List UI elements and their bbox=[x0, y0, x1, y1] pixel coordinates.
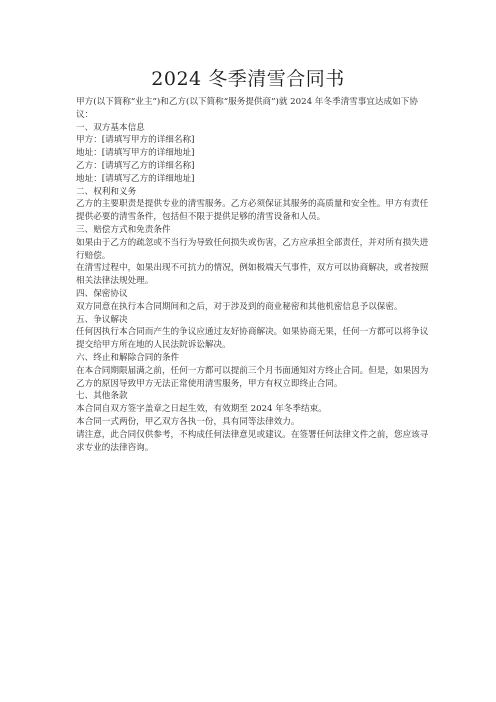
party-a-address-line: 地址：[请填写甲方的详细地址] bbox=[76, 148, 195, 159]
rights-paragraph: 乙方的主要职责是提供专业的清雪服务。乙方必须保证其服务的高质量和安全性。甲方有责任提供必要的清雪条件，包括但不限于提供足够的清雪设备和人员。 bbox=[76, 199, 429, 223]
intro-paragraph: 甲方(以下简称“业主”)和乙方(以下简称“服务提供商”)就 2024 年冬季清雪事宜达成如下协议： bbox=[76, 97, 418, 120]
compensation-paragraph: 如果由于乙方的疏忽或不当行为导致任何损失或伤害，乙方应承担全部责任，并对所有损失进行赔偿。 bbox=[76, 237, 429, 261]
party-b-name-line: 乙方：[请填写乙方的详细名称] bbox=[76, 160, 195, 171]
disputes-paragraph: 任何因执行本合同而产生的争议应通过友好协商解决。如果协商无果，任何一方都可以将争议提交给甲方所在地的人民法院诉讼解决。 bbox=[76, 327, 429, 351]
confidentiality-paragraph: 双方同意在执行本合同期间和之后，对于涉及到的商业秘密和其他机密信息予以保密。 bbox=[76, 301, 403, 312]
section-heading-termination: 六、终止和解除合同的条件 bbox=[76, 352, 180, 363]
section-heading-other: 七、其他条款 bbox=[76, 391, 128, 402]
section-heading-compensation: 三、赔偿方式和免责条件 bbox=[76, 224, 171, 235]
effective-date-paragraph: 本合同自双方签字盖章之日起生效，有效期至 2024 年冬季结束。 bbox=[76, 404, 327, 415]
copies-paragraph: 本合同一式两份，甲乙双方各执一份，具有同等法律效力。 bbox=[76, 416, 300, 427]
termination-paragraph: 在本合同期限届满之前，任何一方都可以提前三个月书面通知对方终止合同。但是，如果因为乙方的原因导致甲方无法正常使用清雪服务，甲方有权立即终止合同。 bbox=[76, 365, 429, 389]
disclaimer-paragraph: 请注意，此合同仅供参考，不构成任何法律意见或建议。在签署任何法律文件之前，您应该寻求专业的法律咨询。 bbox=[76, 429, 429, 453]
party-b-address-line: 地址：[请填写乙方的详细地址] bbox=[76, 173, 195, 184]
party-a-name-line: 甲方：[请填写甲方的详细名称] bbox=[76, 135, 195, 146]
force-majeure-paragraph: 在清雪过程中，如果出现不可抗力的情况，例如极端天气事件，双方可以协商解决，或者按照相关法律法规处理。 bbox=[76, 263, 429, 287]
document-body bbox=[76, 96, 434, 454]
section-heading-rights: 二、权利和义务 bbox=[76, 186, 137, 197]
section-heading-disputes: 五、争议解决 bbox=[76, 314, 128, 325]
document-title: 2024 冬季清雪合同书 bbox=[151, 68, 345, 90]
section-heading-confidentiality: 四、保密协议 bbox=[76, 288, 128, 299]
section-heading-parties: 一、双方基本信息 bbox=[76, 122, 145, 133]
